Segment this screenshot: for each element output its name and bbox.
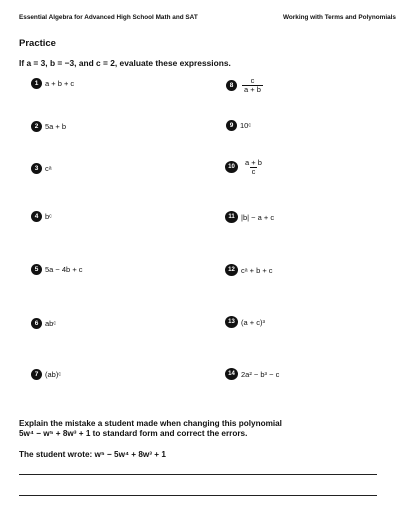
problem-number-badge: 9 — [226, 120, 237, 131]
problem-expression: cᵃ — [45, 164, 52, 173]
problem-11 — [225, 211, 274, 223]
problem-10 — [225, 159, 264, 175]
problem-number-badge: 5 — [31, 264, 42, 275]
fraction — [242, 77, 263, 93]
answer-line[interactable] — [19, 495, 377, 496]
problem-13 — [225, 316, 265, 328]
problem-5 — [31, 264, 83, 275]
problem-6 — [31, 318, 56, 329]
problem-number-badge: 2 — [31, 121, 42, 132]
problem-3 — [31, 163, 52, 174]
section-title: Practice — [19, 38, 56, 49]
problem-number-badge: 12 — [225, 264, 238, 276]
problem-7 — [31, 369, 61, 380]
instructions: If a = 3, b = −3, and c = 2, evaluate these expressions. — [19, 58, 231, 68]
problem-8 — [226, 77, 263, 93]
problem-number-badge: 14 — [225, 368, 238, 380]
problem-expression: (a + c)³ — [241, 317, 265, 327]
problem-expression: a + b + c — [45, 79, 75, 88]
fraction-numerator: c — [250, 76, 255, 85]
problem-4 — [31, 211, 52, 222]
fraction-numerator: a + b — [245, 158, 262, 167]
problem-number-badge: 11 — [225, 211, 238, 223]
problem-expression: |b| − a + c — [241, 212, 275, 222]
problem-number-badge: 6 — [31, 318, 42, 329]
explain-line-1: Explain the mistake a student made when changing this polynomial — [19, 419, 282, 428]
explain-line-2: 5w⁴ − w⁵ + 8w³ + 1 to standard form and correct the errors. — [19, 429, 248, 438]
book-title: Essential Algebra for Advanced High School Math and SAT — [19, 14, 198, 21]
fraction-denominator: a + b — [244, 84, 261, 94]
problem-expression: 10ᶜ — [240, 121, 251, 130]
problem-9 — [226, 120, 251, 131]
problem-expression: cᵃ + b + c — [241, 265, 273, 275]
problem-14 — [225, 368, 279, 380]
problem-expression: 5a + b — [45, 122, 67, 131]
problem-number-badge: 10 — [225, 161, 238, 173]
problem-number-badge: 3 — [31, 163, 42, 174]
problem-12 — [225, 264, 273, 276]
fraction — [243, 159, 264, 175]
student-wrote: The student wrote: w⁵ − 5w⁴ + 8w³ + 1 — [19, 450, 166, 459]
problem-expression: 2a² − b³ − c — [241, 369, 280, 379]
problem-expression: (ab)ᶜ — [45, 370, 61, 379]
problem-number-badge: 7 — [31, 369, 42, 380]
explain-prompt — [19, 419, 399, 439]
problem-1 — [31, 78, 74, 89]
problem-2 — [31, 121, 66, 132]
problem-expression: 5a − 4b + c — [45, 265, 83, 274]
answer-line[interactable] — [19, 474, 377, 475]
fraction-denominator: c — [251, 166, 256, 176]
problem-number-badge: 1 — [31, 78, 42, 89]
problem-number-badge: 8 — [226, 80, 237, 91]
chapter-title: Working with Terms and Polynomials — [282, 14, 396, 21]
problem-number-badge: 4 — [31, 211, 42, 222]
problem-expression: abᶜ — [45, 319, 56, 328]
problem-number-badge: 13 — [225, 316, 238, 328]
problem-expression: bᶜ — [45, 212, 52, 221]
